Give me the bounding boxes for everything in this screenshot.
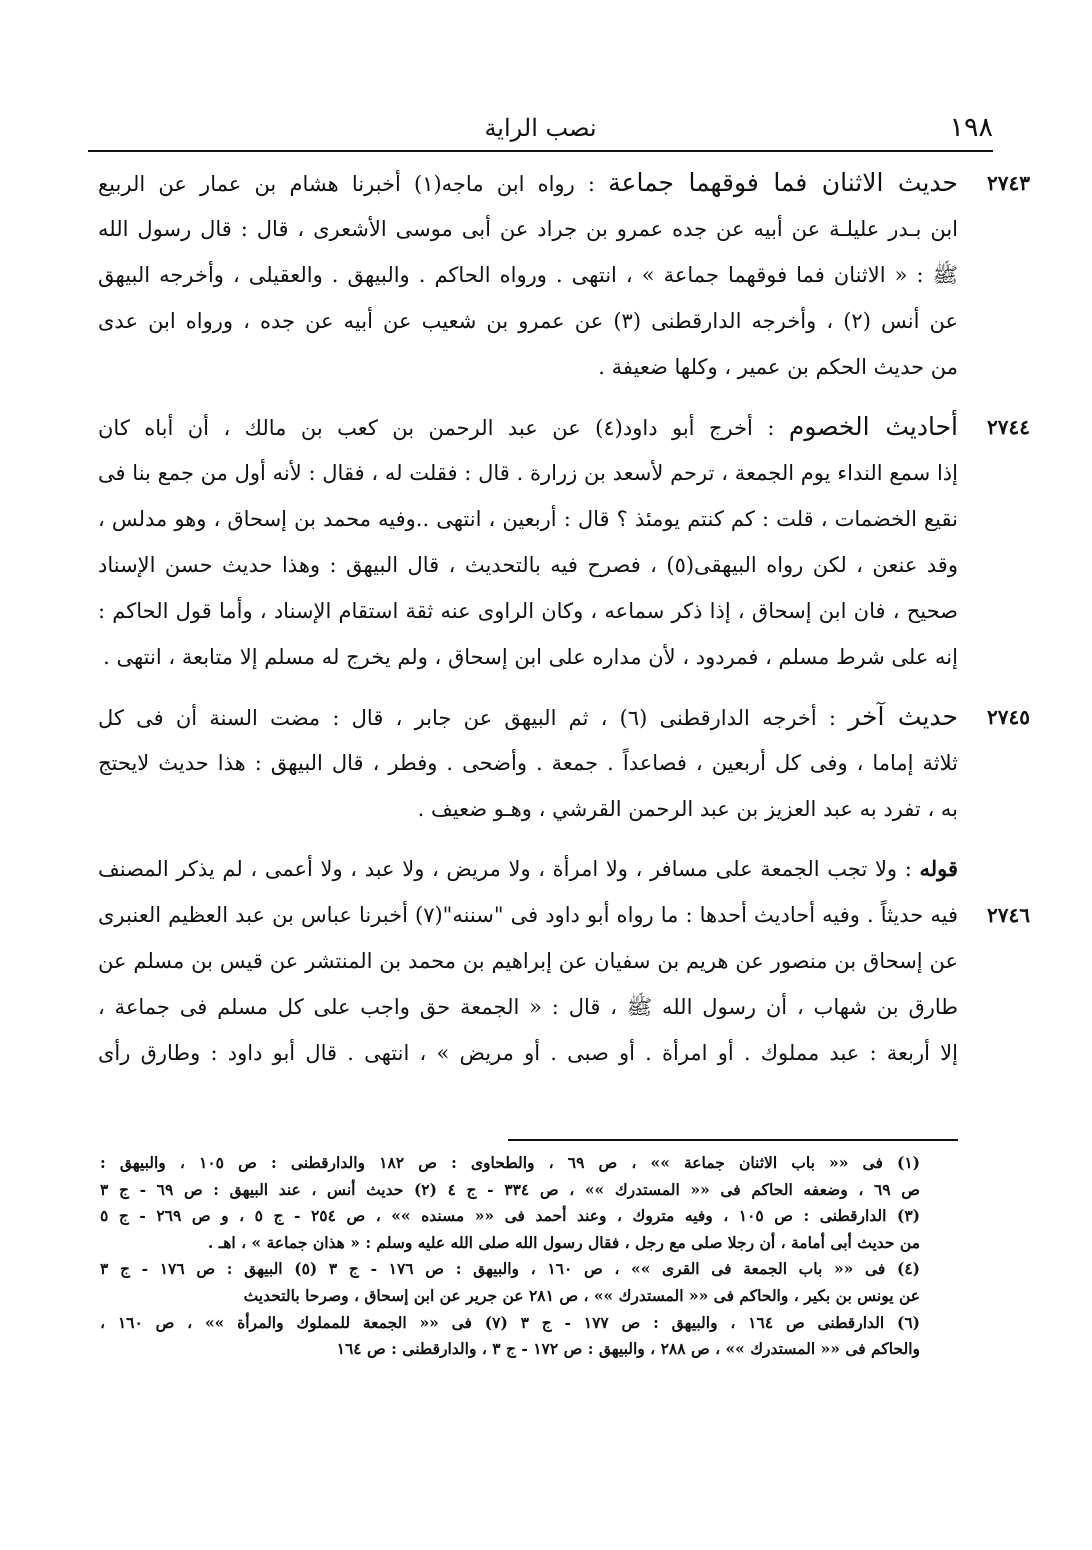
page-number: ١٩٨ — [949, 112, 993, 143]
footnote-line: (١) فى «« باب الاثنان جماعة »» ، ص ٦٩ ، والطحاوى : ص ١٨٢ والدارقطنى : ص ١٠٥ ، والبيهق : — [100, 1153, 920, 1172]
line-text: : ولا تجب الجمعة على مسافر ، ولا امرأة ، ولا مريض ، ولا عبد ، ولا أعمى ، لم يذكر المصنف — [98, 857, 912, 881]
line-text: : رواه ابن ماجه(١) أخبرنا هشام بن عمار عن الربيع — [98, 172, 595, 196]
text-line: إذا سمع النداء يوم الجمعة ، ترحم لأسعد بن زرارة . قال : فقلت له ، فقال : لأنه أول من جمع بنا فى — [98, 461, 958, 485]
running-title: نصب الراية — [484, 114, 597, 142]
footnote-line: (٦) الدارقطنى ص ١٦٤ ، والبيهق : ص ١٧٧ - ج ٣ (٧) فى «« الجمعة للمملوك والمرأة »» ، ص ١٦٠ ، — [100, 1312, 920, 1332]
line-text: : أخرج أبو داود(٤) عن عبد الرحمن بن كعب بن مالك ، أن أباه كان — [98, 416, 775, 440]
footnote-line: (٤) فى «« باب الجمعة فى القرى »» ، ص ١٦٠ ، والبيهق : ص ١٧٦ - ج ٣ (٥) البيهق : ص ١٧٦ - ج ٣ — [100, 1259, 920, 1279]
footnote-line: عن يونس بن بكير ، والحاكم فى «« المستدرك »» ، ص ٢٨١ عن جرير عن ابن إسحاق ، وصرحا بالتحديث — [243, 1285, 920, 1305]
text-line: عن أنس (٢) ، وأخرجه الدارقطنى (٣) عن عمرو بن شعيب عن أبيه عن جده ، ورواه ابن عدى — [98, 309, 958, 333]
entry-number: ٢٧٤٦ — [987, 903, 1030, 927]
page-header — [88, 112, 993, 152]
text-line: ثلاثة إماما ، وفى كل أربعين ، فصاعداً . جمعة . وأضحى . وفطر ، قال البيهق : هذا حديث لايحتج — [98, 751, 958, 775]
hadith-entry — [98, 404, 1030, 680]
text-line: من حديث الحكم بن عمير ، وكلها ضعيفة . — [598, 355, 958, 379]
text-line: إنه على شرط مسلم ، فمردود ، لأن مداره على ابن إسحاق ، ولم يخرج له مسلم إلا متابعة ، انتهى . — [103, 645, 958, 669]
text-line: صحيح ، فان ابن إسحاق ، إذا ذكر سماعه ، وكان الراوى عنه ثقة استقام الإسناد ، وأما قول الحاكم : — [98, 599, 958, 623]
hadith-entry — [98, 160, 1030, 390]
text-line: به ، تفرد به عبد العزيز بن عبد الرحمن القرشي ، وهـو ضعيف . — [417, 797, 958, 821]
text-line — [98, 892, 1030, 938]
entry-heading: حديث آخر — [848, 702, 958, 731]
footnote-separator — [508, 1139, 958, 1141]
text-line: ابن بـدر عليلـة عن أبيه عن جده عمرو بن جراد عن أبى موسى الأشعرى ، قال : قال رسول الله — [98, 217, 958, 241]
footnote-line: ص ٦٩ ، وضعفه الحاكم فى «« المستدرك »» ، ص ٣٣٤ - ج ٤ (٢) حديث أنس ، عند البيهق : ص ٦٩ - ج ٣ — [100, 1179, 920, 1199]
text-line: طارق بن شهاب ، أن رسول الله ﷺ ، قال : « الجمعة حق واجب على كل مسلم فى جماعة ، — [98, 995, 958, 1019]
line-text: : أخرجه الدارقطنى (٦) ، ثم البيهق عن جابر ، قال : مضت السنة أن فى كل — [98, 706, 837, 730]
entry-number: ٢٧٤٥ — [987, 705, 1030, 729]
entry-heading: حديث الاثنان فما فوقهما جماعة — [608, 168, 959, 197]
text-line — [98, 694, 958, 740]
text-line — [98, 846, 958, 892]
hadith-entry — [98, 846, 1030, 1076]
footnote-line: والحاكم فى «« المستدرك »» ، ص ٢٨٨ ، والبيهق : ص ١٧٢ - ج ٣ ، والدارقطنى : ص ١٦٤ — [336, 1339, 920, 1359]
entry-heading: قوله — [919, 856, 958, 881]
text-line: عن إسحاق بن منصور عن هريم بن سفيان عن إبراهيم بن محمد بن المنتشر عن قيس بن مسلم عن — [98, 949, 958, 973]
footnote-line: (٣) الدارقطنى : ص ١٠٥ ، وفيه متروك ، وعند أحمد فى «« مسنده »» ، ص ٢٥٤ - ج ٥ ، و ص ٢٦٩ - ج ٥ — [100, 1206, 920, 1226]
footnote-line: من حديث أبى أمامة ، أن رجلا صلى مع رجل ، فقال رسول الله صلى الله عليه وسلم : « هذان جماعة » ، اهـ . — [207, 1232, 920, 1252]
entry-heading: أحاديث الخصوم — [788, 412, 958, 441]
line-text: فيه حديثاً . وفيه أحاديث أحدها : ما رواه أبو داود فى "سننه"(٧) أخبرنا عباس بن عبد العظيم العنبرى — [98, 903, 958, 927]
main-text — [98, 160, 1030, 1090]
text-line: ﷺ : « الاثنان فما فوقهما جماعة » ، انتهى . ورواه الحاكم . والبيهق . والعقيلى ، وأخرجه البيهق — [98, 263, 958, 287]
entry-number: ٢٧٤٣ — [987, 171, 1030, 195]
text-line: إلا أربعة : عبد مملوك . أو امرأة . أو صبى . أو مريض » ، انتهى . قال أبو داود : وطارق رأى — [98, 1041, 958, 1065]
text-line — [98, 404, 958, 450]
hadith-entry — [98, 694, 1030, 832]
text-line: وقد عنعن ، لكن رواه البيهقى(٥) ، فصرح فيه بالتحديث ، قال البيهق : وهذا حديث حسن الإسناد — [98, 553, 958, 577]
text-line: نقيع الخضمات ، قلت : كم كنتم يومئذ ؟ قال : أربعين ، انتهى ..وفيه محمد بن إسحاق ، وهو مدلس ، — [98, 507, 958, 531]
text-line — [98, 160, 958, 206]
footnotes — [100, 1150, 920, 1363]
entry-number: ٢٧٤٤ — [987, 415, 1030, 439]
